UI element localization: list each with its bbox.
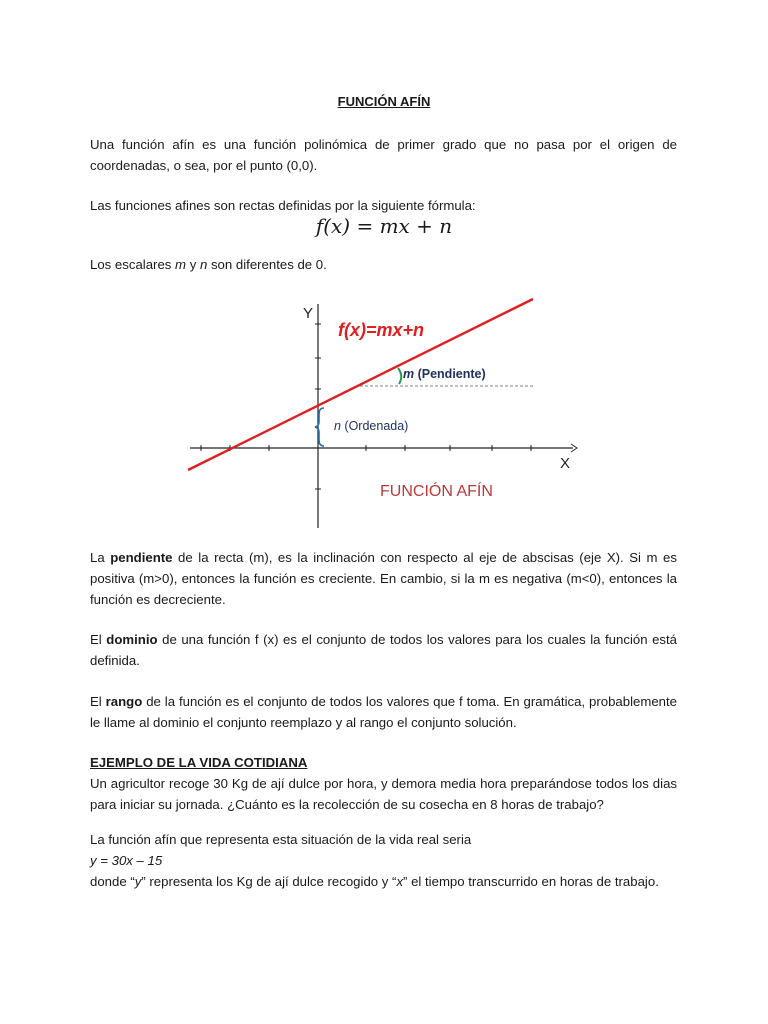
text-span: son diferentes de 0.	[207, 257, 327, 272]
term-dominio: dominio	[106, 632, 158, 647]
text-span: El	[90, 632, 107, 647]
example-solution	[90, 829, 677, 892]
intercept-text: (Ordenada)	[340, 419, 409, 433]
example-text: Un agricultor recoge 30 Kg de ají dulce por hora, y demora media hora preparándose todos los dias para iniciar su jornada. ¿Cuánto es la recolección de su cosecha en 8 horas de trabajo?	[90, 776, 677, 812]
text-span: ” el tiempo transcurrido en horas de trabajo.	[403, 874, 659, 889]
text-span: de la función es el conjunto de todos los valores que f toma. En gramática, probablemente le llame al dominio el conjunto reemplazo y al rango el conjunto solución.	[90, 694, 677, 730]
formula: f(x) = mx + n	[315, 214, 453, 238]
example-intro: La función afín que representa esta situación de la vida real seria	[90, 832, 472, 847]
var-x: x	[396, 874, 404, 889]
x-axis-label: X	[560, 455, 571, 472]
diagram-caption: FUNCIÓN AFÍN	[380, 483, 493, 500]
term-pendiente: pendiente	[110, 550, 173, 565]
intercept-label	[334, 419, 408, 433]
paragraph-domain	[90, 629, 677, 671]
text-span: donde “	[90, 874, 135, 889]
text-span: Los escalares	[90, 257, 176, 272]
text-span: de la recta (m), es la inclinación con respecto al eje de abscisas (eje X). Si m es positiva (m>0), entonces la función es creciente. En cambio, si la m es negativa (m<0), entonces la función es decreciente.	[90, 550, 677, 607]
y-axis-label: Y	[303, 305, 314, 322]
term-rango: rango	[105, 694, 143, 709]
slope-text: (Pendiente)	[414, 367, 486, 381]
equation-label: f(x)=mx+n	[338, 320, 425, 340]
example-explanation	[90, 871, 677, 892]
affine-function-diagram	[188, 296, 571, 532]
paragraph-range	[90, 691, 677, 733]
paragraph-formula-intro: Las funciones afines son rectas definidas por la siguiente fórmula:	[90, 198, 476, 213]
slope-var: m	[403, 367, 415, 381]
slope-arc	[398, 368, 401, 384]
var-m: m	[175, 257, 187, 272]
example-section	[90, 752, 677, 815]
example-heading: EJEMPLO DE LA VIDA COTIDIANA	[90, 755, 308, 770]
text-span: de una función f (x) es el conjunto de todos los valores para los cuales la función está definida.	[90, 632, 678, 668]
slope-label	[403, 367, 486, 381]
text-span: ” representa los Kg de ají dulce recogido y “	[141, 874, 397, 889]
example-equation: y = 30x – 15	[90, 853, 163, 868]
intercept-brace	[315, 408, 324, 446]
paragraph-slope	[90, 547, 677, 610]
page-title: FUNCIÓN AFÍN	[337, 94, 431, 109]
text-span: y	[186, 257, 200, 272]
var-y: y	[134, 874, 142, 889]
intercept-var: n	[334, 419, 341, 433]
text-span: La	[90, 550, 111, 565]
text-span: El	[90, 694, 106, 709]
var-n: n	[199, 257, 208, 272]
paragraph-scalars	[90, 254, 677, 275]
axis-ticks	[201, 324, 531, 489]
paragraph-definition: Una función afín es una función polinómica de primer grado que no pasa por el origen de coordenadas, o sea, por el punto (0,0).	[90, 137, 677, 173]
